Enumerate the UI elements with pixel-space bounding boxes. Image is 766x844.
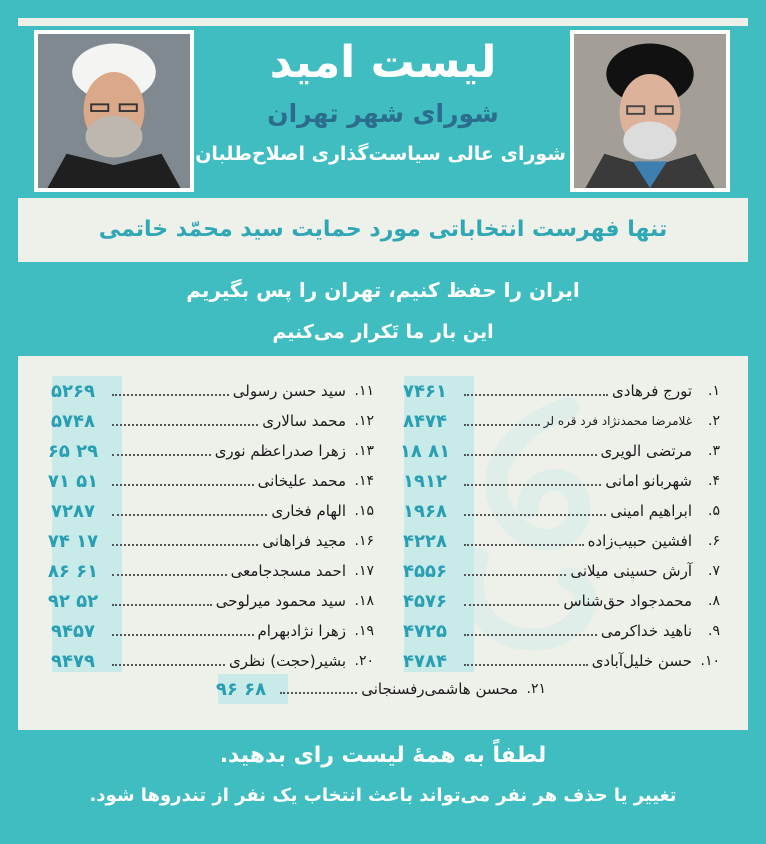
leader-dots: [280, 692, 357, 694]
candidate-name: زهرا صدراعظم نوری: [214, 442, 346, 460]
poster-subtitle: شورای شهر تهران: [267, 99, 499, 128]
candidate-code: ۷۴ ۱۷: [47, 530, 99, 552]
candidate-code: ۵۲۶۹: [51, 380, 95, 402]
leader-dots: [464, 424, 540, 426]
list-item: [38, 526, 374, 556]
candidate-name: غلامرضا محمدنژاد فرد قره لر: [543, 414, 692, 428]
candidate-index: ۱.: [708, 383, 720, 399]
candidate-name: احمد مسجدجامعی: [230, 562, 346, 580]
footer-line-1: لطفاً به همهٔ لیست رای بدهید.: [219, 743, 547, 768]
candidate-index: ۲۱.: [526, 681, 546, 697]
candidate-code: ۵۷۴۸: [51, 410, 95, 432]
candidate-index: ۱۰.: [700, 653, 720, 669]
candidate-code: ۴۵۵۶: [403, 560, 447, 582]
leader-dots: [464, 664, 588, 666]
candidate-name: افشین حبیب‌زاده: [587, 532, 692, 550]
title-block: [195, 30, 566, 190]
list-item: [38, 466, 374, 496]
candidate-index: ۲.: [708, 413, 720, 429]
list-item: [390, 436, 720, 466]
list-item: [390, 466, 720, 496]
list-item: [390, 406, 720, 436]
candidate-name: شهربانو امانی: [605, 472, 692, 490]
candidate-code: ۷۱ ۵۱: [47, 470, 99, 492]
candidate-code: ۴۲۲۸: [403, 530, 447, 552]
candidate-code: ۸۶ ۶۱: [47, 560, 99, 582]
list-item: [38, 406, 374, 436]
candidate-index: ۱۷.: [354, 563, 374, 579]
slogan-line-2: این بار ما تَکرار می‌کنیم: [272, 321, 494, 343]
list-item: [38, 496, 374, 526]
candidate-list: [38, 368, 728, 718]
candidate-name: آرش حسینی میلانی: [570, 562, 692, 580]
leader-dots: [464, 604, 559, 606]
candidate-index: ۱۵.: [354, 503, 374, 519]
candidate-index: ۱۶.: [354, 533, 374, 549]
candidate-name: ابراهیم امینی: [610, 502, 692, 520]
portrait-left-icon: [38, 34, 190, 188]
candidate-name: بشیر(حجت) نظری: [228, 652, 346, 670]
candidate-code: ۷۲۸۷: [51, 500, 95, 522]
list-item: [390, 556, 720, 586]
poster-title: لیست امید: [269, 37, 497, 88]
candidate-index: ۱۴.: [354, 473, 374, 489]
candidate-index: ۶.: [708, 533, 720, 549]
candidate-name: محمد سالاری: [262, 412, 346, 430]
list-item: [390, 526, 720, 556]
candidate-name: حسن خلیل‌آبادی: [591, 652, 692, 670]
list-item: [38, 376, 374, 406]
candidate-index: ۱۱.: [354, 383, 374, 399]
list-item: [390, 646, 720, 676]
candidate-index: ۵.: [708, 503, 720, 519]
candidate-code: ۷۴۶۱: [403, 380, 447, 402]
support-line: تنها فهرست انتخاباتی مورد حمایت سید محمّد خاتمی: [98, 217, 668, 242]
candidate-index: ۲۰.: [354, 653, 374, 669]
leader-dots: [464, 484, 601, 486]
list-item: [38, 556, 374, 586]
candidate-name: تورج فرهادی: [612, 382, 692, 400]
leader-dots: [112, 514, 267, 516]
candidate-name: محسن هاشمی‌رفسنجانی: [361, 680, 518, 698]
candidate-code: ۴۷۲۵: [403, 620, 447, 642]
footer-line-2: تغییر یا حذف هر نفر می‌تواند باعث انتخاب یک نفر از تندروها شود.: [89, 785, 677, 806]
leader-dots: [112, 664, 225, 666]
candidate-name: محمدجواد حق‌شناس: [563, 592, 692, 610]
candidate-index: ۱۸.: [354, 593, 374, 609]
list-item: [38, 616, 374, 646]
slogan-band: [18, 262, 748, 356]
candidate-index: ۴.: [708, 473, 720, 489]
leader-dots: [112, 604, 212, 606]
portrait-left-photo: [34, 30, 194, 192]
leader-dots: [464, 544, 584, 546]
candidate-name: الهام فخاری: [271, 502, 346, 520]
candidate-index: ۹.: [708, 623, 720, 639]
footer-band: [18, 730, 748, 826]
leader-dots: [464, 394, 608, 396]
leader-dots: [112, 424, 258, 426]
candidate-code: ۹۲ ۵۲: [47, 590, 99, 612]
candidate-name: زهرا نژادبهرام: [257, 622, 346, 640]
list-item: [390, 616, 720, 646]
slogan-line-1: ایران را حفظ کنیم، تهران را پس بگیریم: [186, 278, 580, 302]
candidate-code: ۸۴۷۴: [403, 410, 447, 432]
council-name: شورای عالی سیاست‌گذاری اصلاح‌طلبان: [195, 143, 566, 165]
list-item: [390, 376, 720, 406]
candidate-code: ۱۸ ۸۱: [399, 440, 451, 462]
leader-dots: [464, 514, 606, 516]
candidate-name: مرتضی الویری: [600, 442, 692, 460]
candidate-name: سید محمود میرلوحی: [215, 592, 346, 610]
candidate-code: ۹۴۷۹: [51, 650, 95, 672]
list-item: [206, 674, 546, 704]
candidate-code: ۱۹۱۲: [403, 470, 447, 492]
list-item: [38, 646, 374, 676]
candidate-index: ۳.: [708, 443, 720, 459]
leader-dots: [112, 484, 254, 486]
leader-dots: [464, 454, 597, 456]
candidate-code: ۶۵ ۲۹: [47, 440, 99, 462]
list-item: [38, 586, 374, 616]
candidate-index: ۱۲.: [354, 413, 374, 429]
list-item: [390, 586, 720, 616]
candidate-index: ۷.: [708, 563, 720, 579]
leader-dots: [112, 454, 211, 456]
candidate-name: سید حسن رسولی: [232, 382, 346, 400]
leader-dots: [112, 574, 227, 576]
leader-dots: [112, 544, 258, 546]
list-item: [38, 436, 374, 466]
candidate-index: ۸.: [708, 593, 720, 609]
candidate-index: ۱۹.: [354, 623, 374, 639]
list-item: [390, 496, 720, 526]
leader-dots: [112, 634, 254, 636]
leader-dots: [464, 574, 566, 576]
portrait-right-photo: [570, 30, 730, 192]
leader-dots: [464, 634, 597, 636]
candidate-code: ۴۷۸۴: [403, 650, 447, 672]
portrait-right-icon: [574, 34, 726, 188]
candidate-name: ناهید خداکرمی: [600, 622, 692, 640]
candidate-name: محمد علیخانی: [257, 472, 346, 490]
candidate-code: ۱۹۶۸: [403, 500, 447, 522]
candidate-code: ۹۶ ۶۸: [215, 678, 267, 700]
candidate-code: ۴۵۷۶: [403, 590, 447, 612]
candidate-name: مجید فراهانی: [262, 532, 346, 550]
candidate-code: ۹۴۵۷: [51, 620, 95, 642]
candidate-index: ۱۳.: [354, 443, 374, 459]
leader-dots: [112, 394, 229, 396]
